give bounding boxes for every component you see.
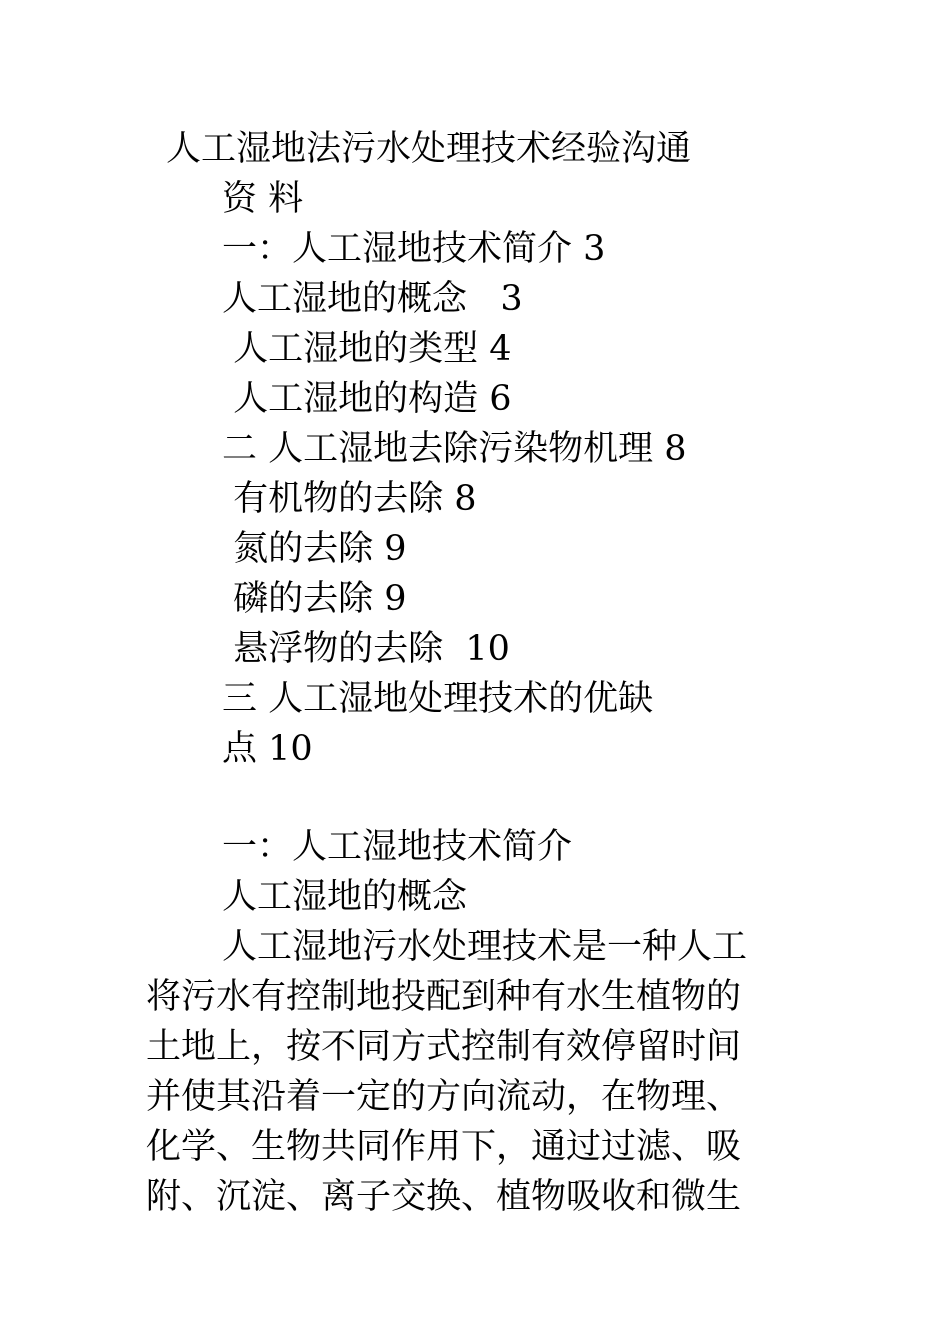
toc-entry: 人工湿地的构造 6 bbox=[222, 379, 512, 419]
toc-entry: 点 10 bbox=[222, 729, 313, 769]
toc-entry: 有机物的去除 8 bbox=[222, 479, 477, 519]
subsection-heading: 人工湿地的概念 bbox=[222, 877, 468, 917]
toc-entry: 磷的去除 9 bbox=[222, 579, 407, 619]
paragraph-line: 人工湿地污水处理技术是一种人工 bbox=[222, 927, 748, 967]
document-subtitle: 资 料 bbox=[222, 179, 304, 219]
paragraph-line: 将污水有控制地投配到种有水生植物的 bbox=[146, 977, 742, 1017]
toc-entry: 人工湿地的类型 4 bbox=[222, 329, 512, 369]
section-heading: 一：人工湿地技术简介 bbox=[222, 827, 573, 867]
paragraph-line: 土地上，按不同方式控制有效停留时间 bbox=[146, 1027, 742, 1067]
paragraph-line: 并使其沿着一定的方向流动，在物理、 bbox=[146, 1077, 742, 1117]
toc-entry: 三 人工湿地处理技术的优缺 bbox=[222, 679, 654, 719]
toc-entry: 氮的去除 9 bbox=[222, 529, 407, 569]
toc-entry: 悬浮物的去除 10 bbox=[222, 629, 510, 669]
paragraph-line: 化学、生物共同作用下，通过过滤、吸 bbox=[146, 1127, 742, 1167]
paragraph-line: 附、沉淀、离子交换、植物吸收和微生 bbox=[146, 1177, 742, 1217]
document-title: 人工湿地法污水处理技术经验沟通 bbox=[166, 129, 692, 169]
toc-entry: 人工湿地的概念 3 bbox=[222, 279, 523, 319]
toc-entry: 二 人工湿地去除污染物机理 8 bbox=[222, 429, 687, 469]
toc-entry: 一：人工湿地技术简介 3 bbox=[222, 229, 606, 269]
